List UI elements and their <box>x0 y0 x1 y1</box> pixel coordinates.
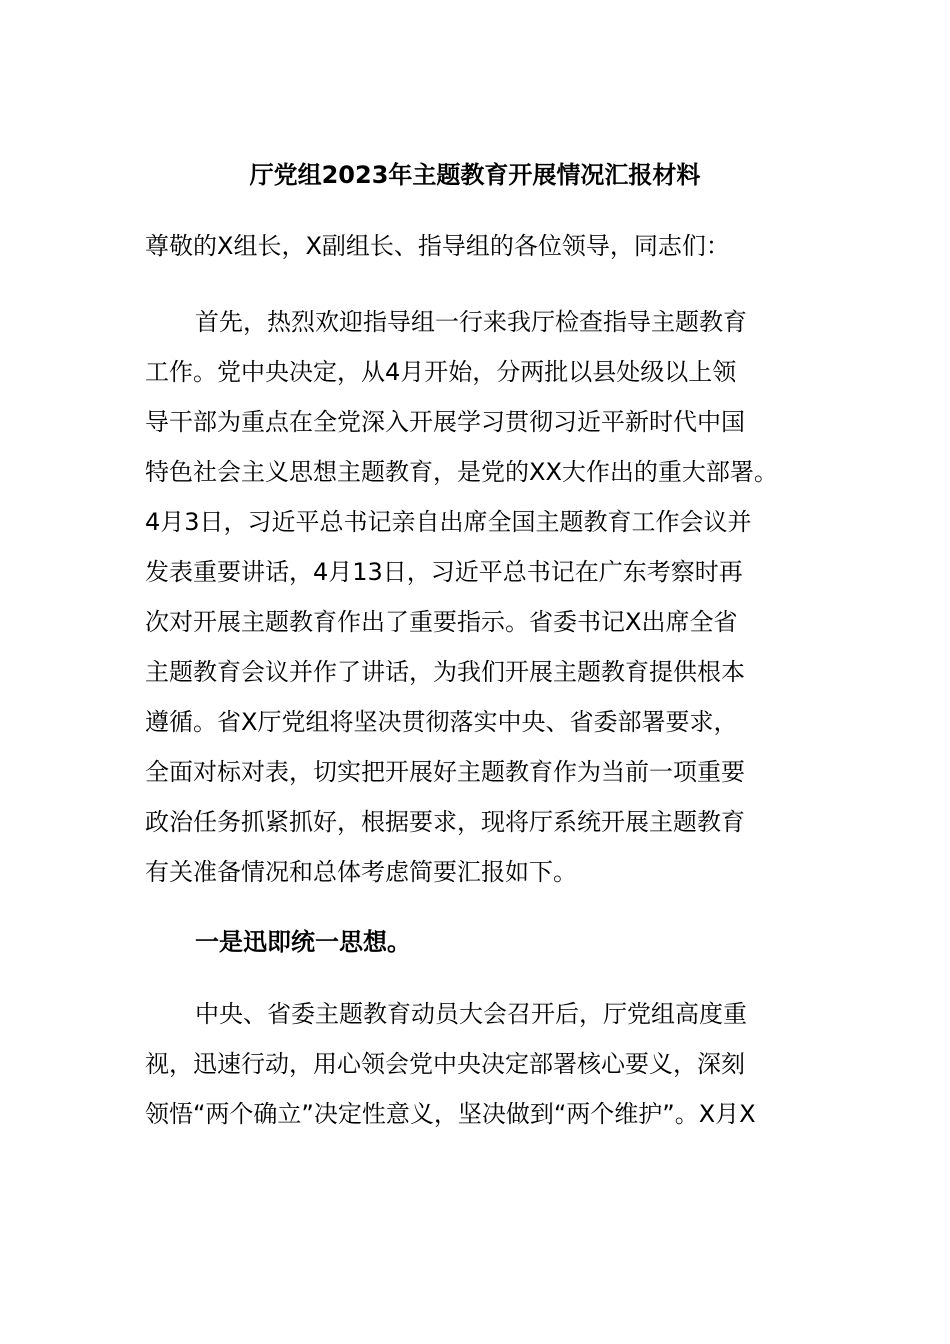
paragraph-line: 政治任务抓紧抓好，根据要求，现将厅系统开展主题教育 <box>145 808 745 836</box>
paragraph-line: 次对开展主题教育作出了重要指示。省委书记X出席全省 <box>145 608 738 636</box>
paragraph-line: 首先，热烈欢迎指导组一行来我厅检查指导主题教育 <box>195 308 747 336</box>
paragraph-line: 导干部为重点在全党深入开展学习贯彻习近平新时代中国 <box>145 408 745 436</box>
paragraph-line: 4月3日，习近平总书记亲自出席全国主题教育工作会议并 <box>145 508 752 536</box>
paragraph-line: 全面对标对表，切实把开展好主题教育作为当前一项重要 <box>145 758 745 786</box>
paragraph-line: 遵循。省X厅党组将坚决贯彻落实中央、省委部署要求， <box>145 708 738 736</box>
salutation: 尊敬的X组长，X副组长、指导组的各位领导，同志们： <box>145 232 730 260</box>
document-title: 厅党组2023年主题教育开展情况汇报材料 <box>249 161 701 189</box>
paragraph-line: 特色社会主义思想主题教育，是党的XX大作出的重大部署。 <box>145 458 778 486</box>
section-heading: 一是迅即统一思想。 <box>195 928 411 956</box>
paragraph-line: 工作。党中央决定，从4月开始，分两批以县处级以上领 <box>145 358 737 386</box>
paragraph-line: 主题教育会议并作了讲话，为我们开展主题教育提供根本 <box>145 658 745 686</box>
paragraph-line: 有关准备情况和总体考虑简要汇报如下。 <box>145 858 577 886</box>
paragraph-line: 视，迅速行动，用心领会党中央决定部署核心要义，深刻 <box>145 1050 745 1078</box>
paragraph-line: 领悟“两个确立”决定性意义，坚决做到“两个维护”。X月X <box>145 1100 756 1128</box>
paragraph-line: 发表重要讲话，4月13日，习近平总书记在广东考察时再 <box>145 558 743 586</box>
paragraph-line: 中央、省委主题教育动员大会召开后，厅党组高度重 <box>195 1000 747 1028</box>
